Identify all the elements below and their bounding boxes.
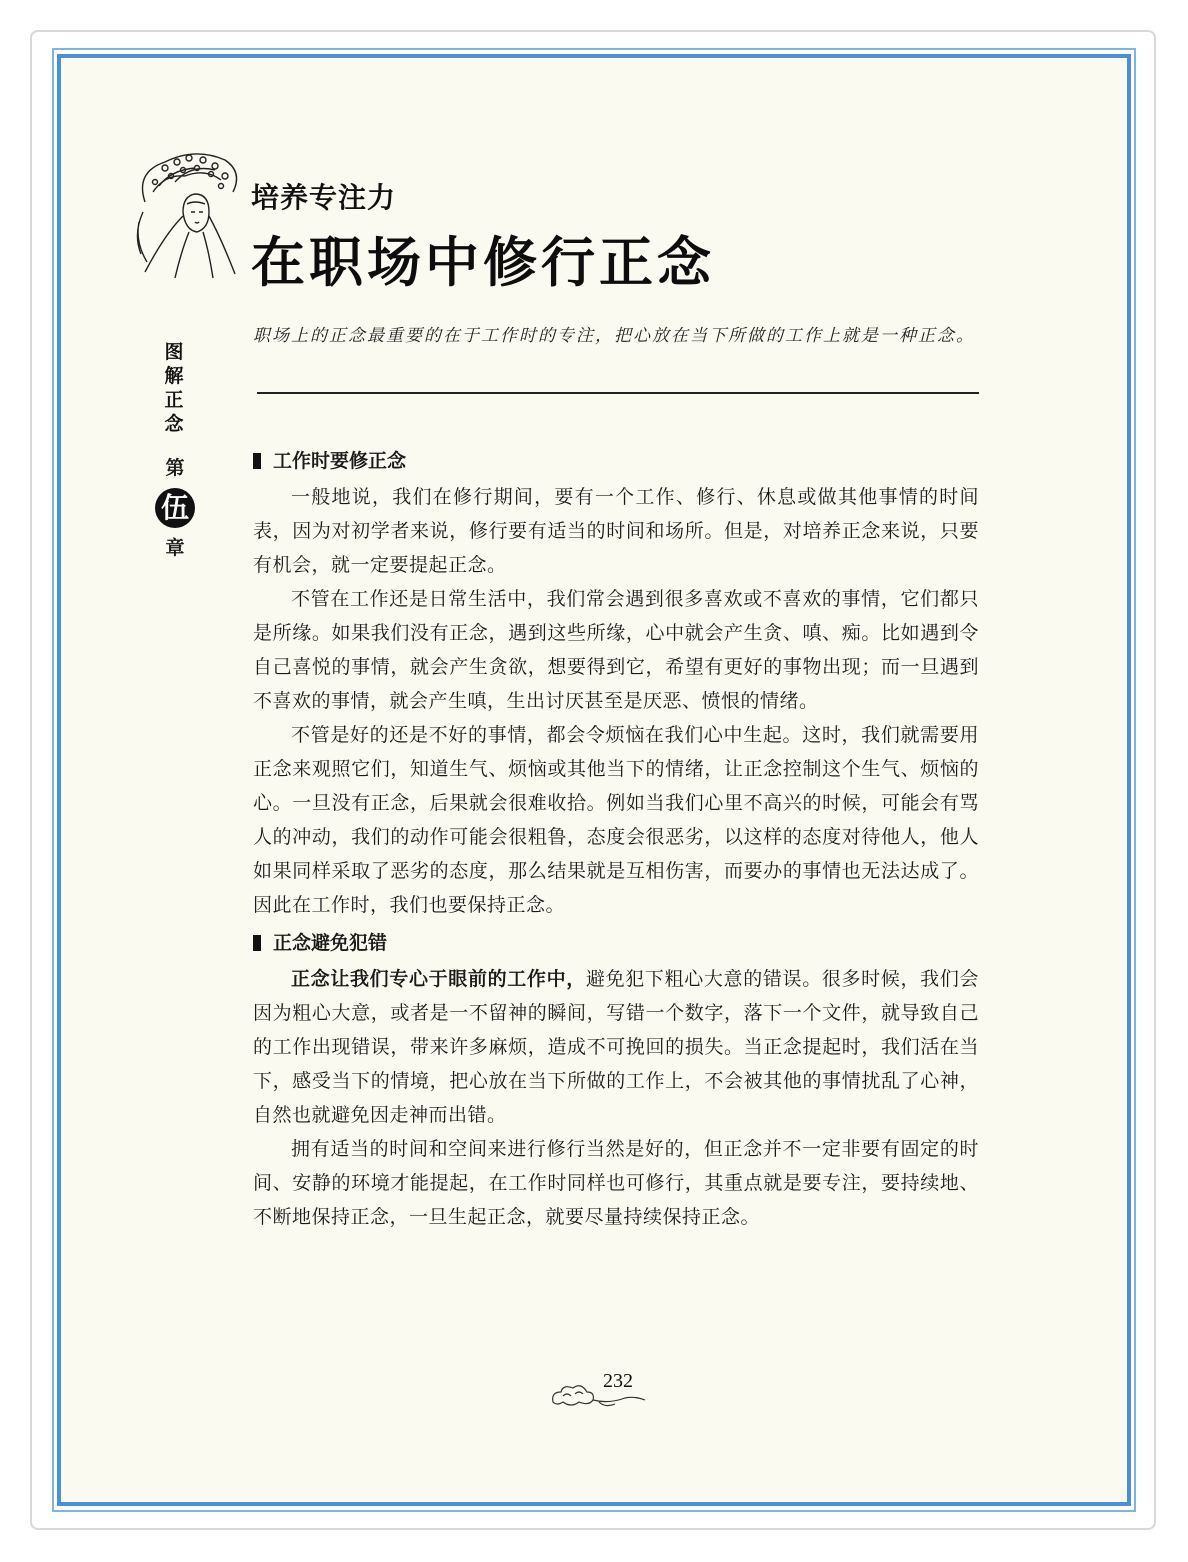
lead-text: 避免犯下粗心大意的错误。很多时候，我们会因为粗心大意，或者是一不留神的瞬间，写错一个数字，落下一个文件，就导致自己的工作出现错误，带来许多麻烦，造成不可挽回的损失。当正念提起时，我们活在当下，感受当下的情境，把心放在当下所做的工作上，不会被其他的事情扰乱了心神，自然也就避免因走神而出错。 (253, 968, 979, 1126)
book-page (57, 54, 1131, 1506)
chapter-marker (155, 454, 195, 562)
lead-emphasis: 正念让我们专心于眼前的工作中， (291, 968, 586, 990)
page-title: 在职场中修行正念 (251, 230, 715, 294)
chapter-subtitle: 培养专注力 (251, 181, 397, 214)
monk-illustration-icon (125, 142, 245, 282)
chapter-number-badge: 伍 (155, 488, 195, 528)
chapter-prefix: 第 (165, 457, 185, 479)
page-footer (549, 1370, 649, 1410)
paragraph: 拥有适当的时间和空间来进行修行当然是好的，但正念并不一定非要有固定的时间、安静的环境才能提起，在工作时同样也可修行，其重点就是要专注，要持续地、不断地保持正念，一旦生起正念，就要尽量持续保持正念。 (253, 1138, 979, 1228)
chapter-suffix: 章 (165, 537, 185, 559)
heading-marker-icon (253, 935, 261, 951)
intro-summary: 职场上的正念最重要的在于工作时的专注，把心放在当下所做的工作上就是一种正念。 (253, 326, 975, 346)
page-number: 232 (603, 1370, 633, 1392)
book-title-vertical: 图解正念 (164, 341, 184, 435)
paragraph: 一般地说，我们在修行期间，要有一个工作、修行、休息或做其他事情的时间表，因为对初学者来说，修行要有适当的时间和场所。但是，对培养正念来说，只要有机会，就一定要提起正念。 (253, 486, 979, 576)
paragraph (253, 962, 979, 1132)
section-avoid-mistakes (253, 926, 979, 1234)
intro-divider (257, 392, 979, 394)
body-content (253, 444, 979, 1234)
section-heading: 正念避免犯错 (253, 926, 979, 960)
heading-marker-icon (253, 453, 261, 469)
paragraph: 不管在工作还是日常生活中，我们常会遇到很多喜欢或不喜欢的事情，它们都只是所缘。如果我们没有正念，遇到这些所缘，心中就会产生贪、嗔、痴。比如遇到令自己喜悦的事情，就会产生贪欲，想要得到它，希望有更好的事物出现；而一旦遇到不喜欢的事情，就会产生嗔，生出讨厌甚至是厌恶、愤恨的情绪。 (253, 588, 979, 712)
paragraph: 不管是好的还是不好的事情，都会令烦恼在我们心中生起。这时，我们就需要用正念来观照它们，知道生气、烦恼或其他当下的情绪，让正念控制这个生气、烦恼的心。一旦没有正念，后果就会很难收拾。例如当我们心里不高兴的时候，可能会有骂人的冲动，我们的动作可能会很粗鲁，态度会很恶劣，以这样的态度对待他人，他人如果同样采取了恶劣的态度，那么结果就是互相伤害，而要办的事情也无法达成了。因此在工作时，我们也要保持正念。 (253, 724, 979, 916)
cloud-ornament-icon (549, 1380, 649, 1410)
section-work-mindfulness (253, 444, 979, 922)
section-heading: 工作时要修正念 (253, 444, 979, 478)
